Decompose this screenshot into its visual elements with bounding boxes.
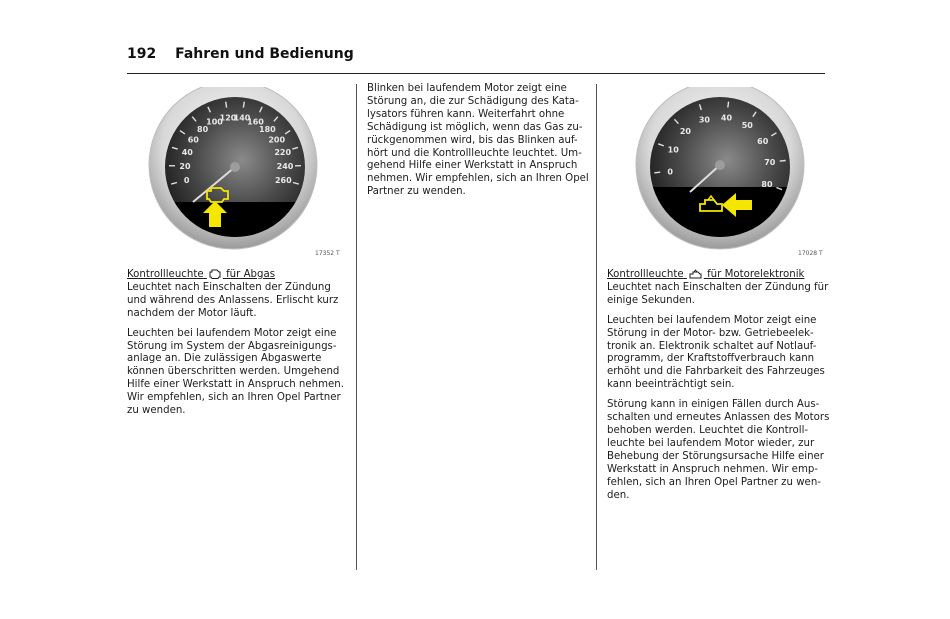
gauge-tick-label: 60: [187, 135, 199, 145]
paragraph-engine-electronics-3: Störung kann in einigen Fällen durch Aus- schalten und erneutes Anlassen des Motors behoben werden. Leuchtet die Kontroll- leuchte bei laufendem Motor wieder, zur Behebung der Störungsursache Hilfe einer Werkstatt in Anspruch nehmen. Wir emp- fehlen, sich an Ihren Opel Partner zu wen- den.: [607, 399, 830, 501]
gauge-tick-label: 260: [274, 175, 292, 185]
figure-id-label: 17352 T: [315, 250, 340, 257]
tachometer-illustration: [628, 87, 828, 262]
paragraph-blinking: Blinken bei laufendem Motor zeigt eine Störung an, die zur Schädigung des Kata- lysators führen kann. Weiterfahrt ohne Schädigung ist möglich, wenn das Gas zu- rückgenommen wird, bis das Blinken auf- hört und die Kontrollleuchte leuchtet. Um- gehend Hilfe einer Werkstatt in Anspruch nehmen. Wir empfehlen, sich an Ihren Opel Partner zu wenden.: [367, 83, 589, 198]
speedometer-figure: [145, 87, 345, 262]
gauge-tick-label: 240: [276, 162, 294, 171]
gauge-tick-label: 120: [219, 113, 237, 123]
gauge-tick-label: 40: [720, 113, 733, 123]
gauge-tick-label: 30: [698, 115, 710, 125]
gauge-tick: [728, 102, 729, 108]
subhead-exhaust: Kontrollleuchte für Abgas: [127, 269, 276, 280]
subhead-engine-electronics: Kontrollleuchte für Motorelektronik: [607, 269, 805, 280]
middle-column: [367, 83, 589, 206]
gauge-tick-label: 20: [679, 126, 691, 136]
gauge-tick-label: 100: [206, 117, 223, 127]
gauge-tick-label: 40: [181, 148, 193, 158]
gauge-tick: [654, 172, 660, 173]
gauge-tick-label: 80: [761, 180, 773, 190]
column-divider-right: [596, 84, 597, 570]
paragraph-exhaust-2: Leuchten bei laufendem Motor zeigt eine Störung im System der Abgasreinigungs- anlage an. Die zulässigen Abgaswerte können überschritten werden. Umgehend Hilfe einer Werkstatt in Anspruch nehmen. Wir empfehlen, sich an Ihren Opel Partner zu wenden.: [127, 327, 345, 417]
gauge-tick-label: 50: [741, 121, 753, 131]
gauge-tick-label: 60: [757, 137, 769, 147]
gauge-tick: [226, 102, 227, 108]
page-number: 192: [127, 46, 157, 62]
paragraph-engine-electronics-1: Leuchtet nach Einschalten der Zündung für einige Sekunden.: [607, 281, 829, 306]
engine-check-icon: [207, 269, 223, 280]
page-header: [127, 46, 825, 62]
right-column: [607, 269, 832, 509]
paragraph-engine-electronics-2: Leuchten bei laufendem Motor zeigt eine Störung in der Motor- bzw. Getriebeelek- tronik an. Elektronik schaltet auf Notlauf- programm, der Kraftstoffverbrauch kann erhöht und die Fahrbarkeit des Fahrzeuges kann beeinträchtigt sein.: [607, 314, 825, 391]
speedometer-illustration: [145, 87, 345, 262]
gauge-tick-label: 0: [183, 175, 190, 185]
gauge-tick-label: 160: [247, 117, 264, 127]
gauge-tick: [243, 102, 244, 108]
engine-electronics-icon: [687, 269, 704, 280]
gauge-tick-label: 140: [233, 113, 251, 123]
figure-id-label: 17028 T: [798, 250, 823, 257]
section-title: Fahren und Bedienung: [175, 46, 354, 62]
column-divider-left: [356, 84, 357, 570]
gauge-tick-label: 70: [764, 158, 776, 168]
gauge-tick-label: 200: [268, 135, 286, 145]
gauge-tick-label: 80: [197, 124, 209, 134]
paragraph-exhaust-1: Leuchtet nach Einschalten der Zündung und während des Anlassens. Erlischt kurz nachdem der Motor läuft.: [127, 281, 339, 319]
left-column: [127, 269, 349, 425]
gauge-tick-label: 220: [274, 148, 292, 158]
gauge-tick-label: 180: [259, 124, 276, 134]
gauge-tick-label: 0: [667, 167, 673, 177]
gauge-tick: [780, 161, 786, 162]
gauge-tick-label: 20: [179, 162, 191, 171]
tachometer-figure: [628, 87, 828, 262]
gauge-tick-label: 10: [667, 145, 679, 155]
header-rule: [127, 73, 825, 74]
